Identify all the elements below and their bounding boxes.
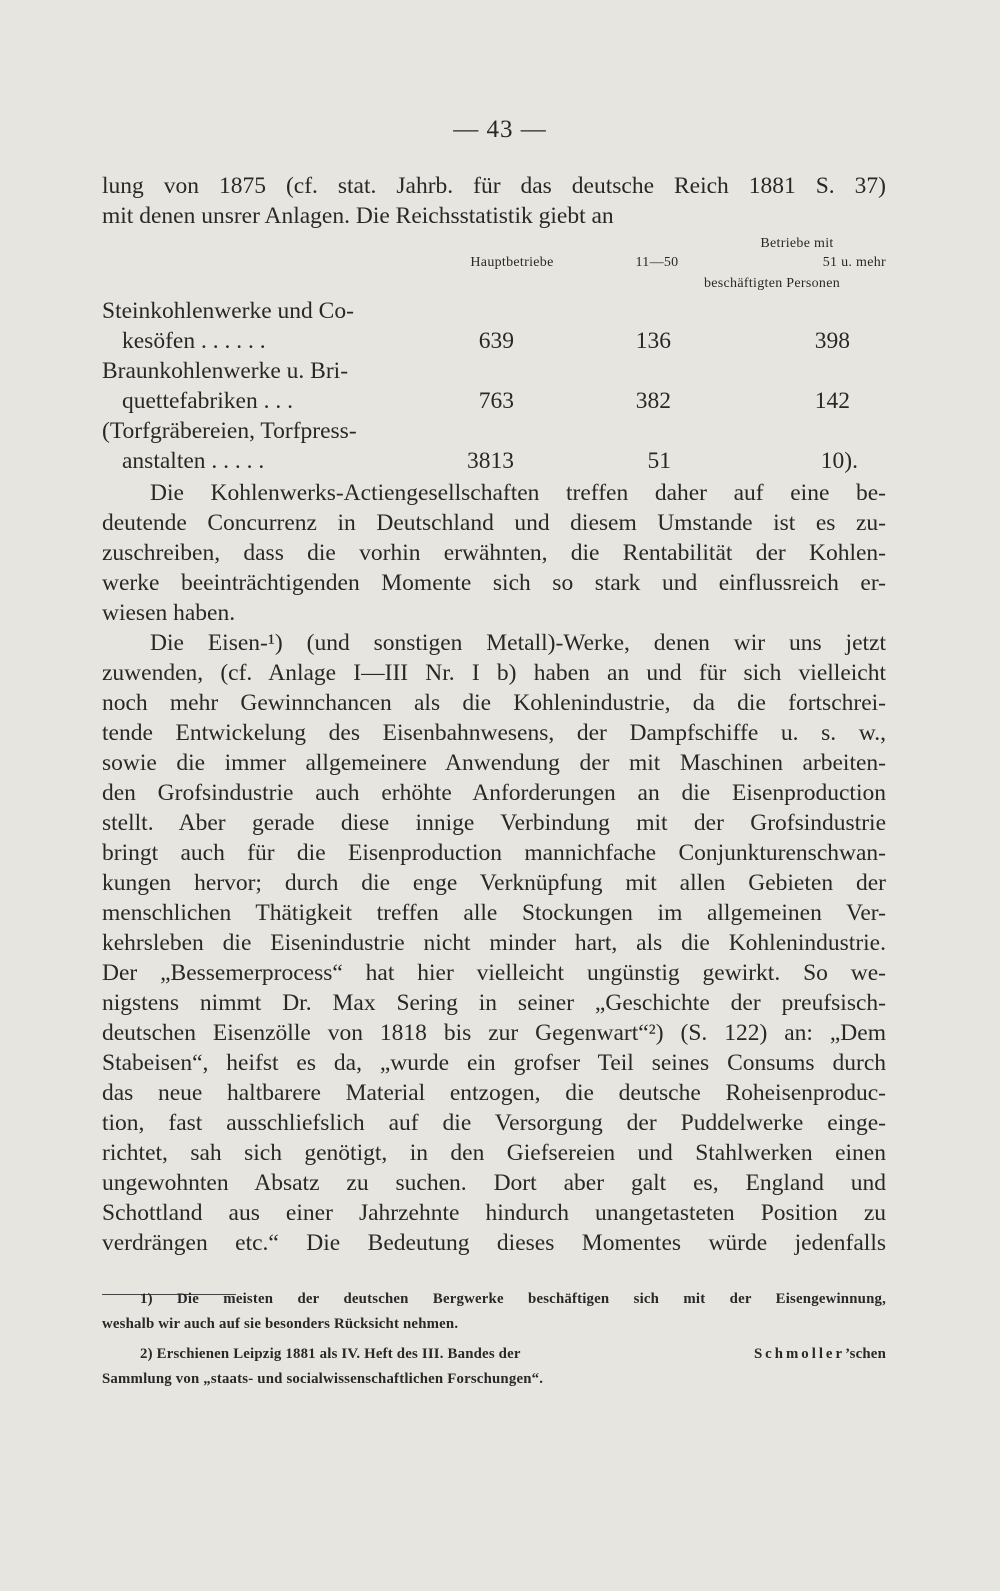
table-row-1-label-1: Steinkohlenwerke und Co- (102, 298, 354, 324)
table-row-1-hauptbetriebe: 639 (478, 328, 514, 354)
table-header-beschaeftigten: beschäftigten Personen (703, 276, 841, 291)
table-row-2-label-2: quettefabriken . . . (122, 388, 293, 414)
table-row-2-label-1: Braunkohlenwerke u. Bri- (102, 358, 349, 384)
body-line-26: verdrängen etc.“ Die Bedeutung dieses Momentes würde jedenfalls (102, 1230, 886, 1256)
footnote-2-author (754, 1342, 886, 1367)
intro-line-1: lung von 1875 (cf. stat. Jahrb. für das deutsche Reich 1881 S. 37) (102, 173, 886, 199)
body-line-7: zuwenden, (cf. Anlage I—III Nr. I b) haben an und für sich vielleicht (102, 660, 886, 686)
body-line-1: Die Kohlenwerks-Actiengesellschaften treffen daher auf eine be- (150, 480, 886, 506)
body-line-5: wiesen haben. (102, 600, 236, 626)
body-line-8: noch mehr Gewinnchancen als die Kohlenindustrie, da die fortschrei- (102, 690, 886, 716)
body-line-9: tende Entwickelung des Eisenbahnwesens, der Dampfschiffe u. s. w., (102, 720, 886, 746)
body-line-20: Stabeisen“, heifst es da, „wurde ein grofser Teil seines Consums durch (102, 1050, 886, 1076)
table-row-3-label-2: anstalten . . . . . (122, 448, 265, 474)
body-line-15: menschlichen Thätigkeit treffen alle Stockungen im allgemeinen Ver- (102, 900, 886, 926)
footnote-2-line-1 (102, 1342, 886, 1367)
table-header-betriebe-mit: Betriebe mit (760, 236, 834, 251)
table-header-51-mehr: 51 u. mehr (822, 255, 886, 270)
body-line-24: ungewohnten Absatz zu suchen. Dort aber galt es, England und (102, 1170, 886, 1196)
body-line-4: werke beeinträchtigenden Momente sich so stark und einflussreich er- (102, 570, 886, 596)
table-row-2-51-mehr: 142 (814, 388, 850, 414)
footnote-2-author-suffix: ’schen (845, 1346, 886, 1362)
footnote-2-text: 2) Erschienen Leipzig 1881 als IV. Heft des III. Bandes der (140, 1346, 521, 1362)
body-line-21: das neue haltbarere Material entzogen, die deutsche Roheisenproduc- (102, 1080, 886, 1106)
footnote-2-author-name: Schmoller (753, 1346, 846, 1362)
body-line-6: Die Eisen-¹) (und sonstigen Metall)-Werke, denen wir uns jetzt (150, 630, 886, 656)
body-line-22: tion, fast ausschliefslich auf die Versorgung der Puddelwerke einge- (102, 1110, 886, 1136)
body-line-17: Der „Bessemerprocess“ hat hier vielleicht ungünstig gewirkt. So we- (102, 960, 886, 986)
table-row-1-51-mehr: 398 (814, 328, 850, 354)
table-row-3-11-50: 51 (647, 448, 671, 474)
body-line-18: nigstens nimmt Dr. Max Sering in seiner „Geschichte der preufsisch- (102, 990, 886, 1016)
table-row-2-hauptbetriebe: 763 (478, 388, 514, 414)
body-line-23: richtet, sah sich genötigt, in den Giefsereien und Stahlwerken einen (102, 1140, 886, 1166)
table-row-2-11-50: 382 (635, 388, 671, 414)
body-line-11: den Grofsindustrie auch erhöhte Anforderungen an die Eisenproduction (102, 780, 886, 806)
footnote-2-line-2: Sammlung von „staats- und socialwissenschaftlichen Forschungen“. (102, 1371, 544, 1387)
table-row-3-51-mehr: 10). (820, 448, 858, 474)
body-line-19: deutschen Eisenzölle von 1818 bis zur Gegenwart“²) (S. 122) an: „Dem (102, 1020, 886, 1046)
table-header-11-50: 11—50 (635, 255, 679, 270)
intro-line-2: mit denen unsrer Anlagen. Die Reichsstatistik giebt an (102, 203, 614, 229)
body-line-3: zuschreiben, dass die vorhin erwähnten, die Rentabilität der Kohlen- (102, 540, 886, 566)
body-line-12: stellt. Aber gerade diese innige Verbindung mit der Grofsindustrie (102, 810, 886, 836)
table-row-1-label-2: kesöfen . . . . . . (122, 328, 266, 354)
body-line-2: deutende Concurrenz in Deutschland und diesem Umstande ist es zu- (102, 510, 886, 536)
footnote-1-line-2: weshalb wir auch auf sie besonders Rücksicht nehmen. (102, 1316, 459, 1332)
table-row-3-hauptbetriebe: 3813 (467, 448, 514, 474)
body-line-14: kungen hervor; durch die enge Verknüpfung mit allen Gebieten der (102, 870, 886, 896)
body-line-25: Schottland aus einer Jahrzehnte hindurch unangetasteten Position zu (102, 1200, 886, 1226)
body-line-13: bringt auch für die Eisenproduction mannichfache Conjunkturenschwan- (102, 840, 886, 866)
body-line-16: kehrsleben die Eisenindustrie nicht minder hart, als die Kohlenindustrie. (102, 930, 886, 956)
body-line-10: sowie die immer allgemeinere Anwendung der mit Maschinen arbeiten- (102, 750, 886, 776)
footnote-1-line-1: 1) Die meisten der deutschen Bergwerke beschäftigen sich mit der Eisengewinnung, (140, 1291, 886, 1307)
table-row-3-label-1: (Torfgräbereien, Torfpress- (102, 418, 357, 444)
page-number: — 43 — (453, 116, 547, 143)
table-header-hauptbetriebe: Hauptbetriebe (470, 255, 554, 270)
table-row-1-11-50: 136 (635, 328, 671, 354)
